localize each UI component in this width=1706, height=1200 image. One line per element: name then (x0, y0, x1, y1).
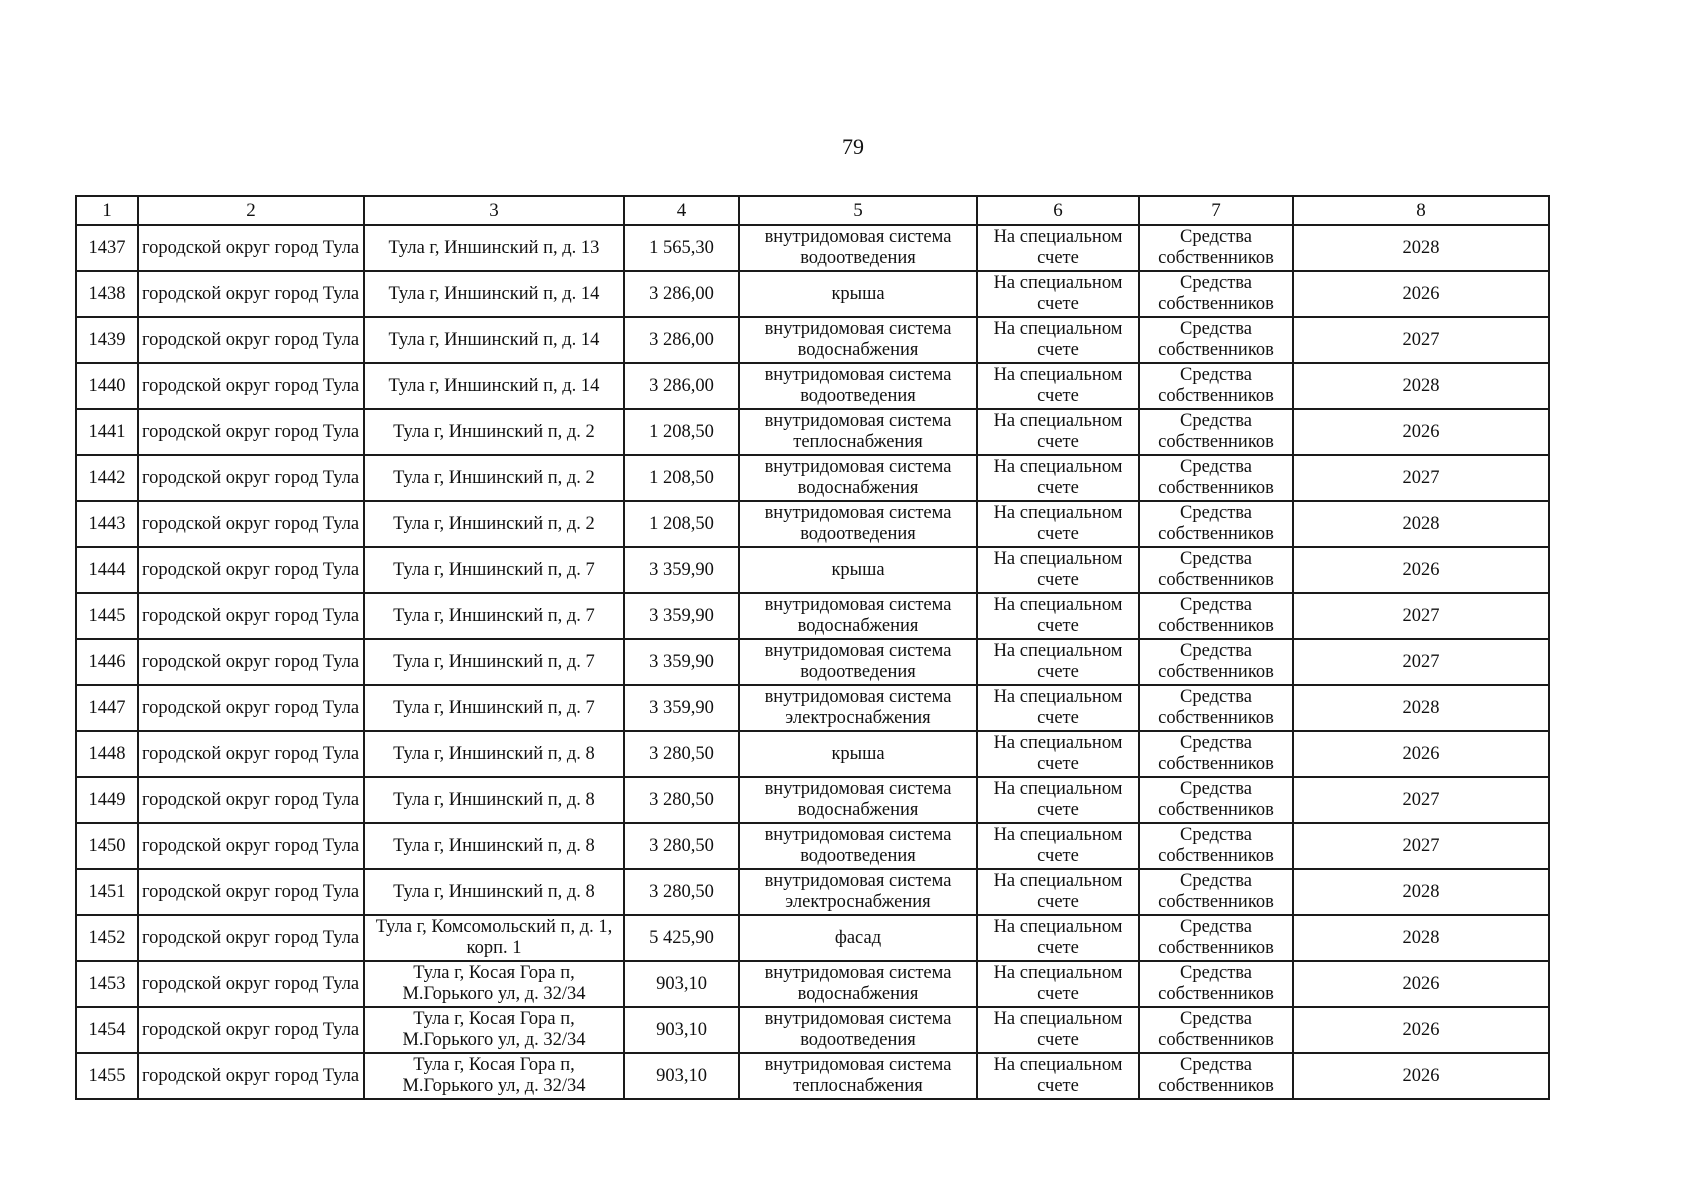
area-cell: 1 565,30 (624, 225, 739, 271)
account-method-cell: На специальном счете (977, 639, 1139, 685)
area-cell: 5 425,90 (624, 915, 739, 961)
municipality-cell: городской округ город Тула (138, 961, 364, 1007)
funding-source-cell: Средства собственников (1139, 915, 1293, 961)
funding-source-cell: Средства собственников (1139, 409, 1293, 455)
area-cell: 3 280,50 (624, 777, 739, 823)
address-cell: Тула г, Косая Гора п, М.Горького ул, д. 32/34 (364, 1053, 624, 1099)
municipality-cell: городской округ город Тула (138, 271, 364, 317)
year-cell: 2026 (1293, 961, 1549, 1007)
table-row (76, 639, 1549, 685)
work-type-cell: крыша (739, 271, 977, 317)
year-cell: 2027 (1293, 593, 1549, 639)
row-number-cell: 1448 (76, 731, 138, 777)
work-type-cell: внутридомовая система теплоснабжения (739, 409, 977, 455)
municipality-cell: городской округ город Тула (138, 777, 364, 823)
area-cell: 903,10 (624, 1007, 739, 1053)
column-header-6: 6 (977, 196, 1139, 225)
account-method-cell: На специальном счете (977, 961, 1139, 1007)
table-row (76, 455, 1549, 501)
year-cell: 2028 (1293, 915, 1549, 961)
row-number-cell: 1450 (76, 823, 138, 869)
funding-source-cell: Средства собственников (1139, 547, 1293, 593)
account-method-cell: На специальном счете (977, 869, 1139, 915)
area-cell: 1 208,50 (624, 501, 739, 547)
address-cell: Тула г, Иншинский п, д. 2 (364, 501, 624, 547)
work-type-cell: внутридомовая система водоснабжения (739, 455, 977, 501)
area-cell: 3 359,90 (624, 547, 739, 593)
column-header-8: 8 (1293, 196, 1549, 225)
municipality-cell: городской округ город Тула (138, 455, 364, 501)
header-row (76, 196, 1549, 225)
table-row (76, 823, 1549, 869)
table-row (76, 409, 1549, 455)
municipality-cell: городской округ город Тула (138, 823, 364, 869)
funding-source-cell: Средства собственников (1139, 271, 1293, 317)
municipality-cell: городской округ город Тула (138, 915, 364, 961)
table-row (76, 593, 1549, 639)
work-type-cell: внутридомовая система водоотведения (739, 639, 977, 685)
year-cell: 2026 (1293, 409, 1549, 455)
year-cell: 2027 (1293, 823, 1549, 869)
year-cell: 2027 (1293, 777, 1549, 823)
address-cell: Тула г, Иншинский п, д. 13 (364, 225, 624, 271)
year-cell: 2028 (1293, 685, 1549, 731)
table-row (76, 731, 1549, 777)
page-number: 79 (842, 134, 864, 159)
row-number-cell: 1446 (76, 639, 138, 685)
address-cell: Тула г, Косая Гора п, М.Горького ул, д. 32/34 (364, 1007, 624, 1053)
work-type-cell: внутридомовая система водоотведения (739, 363, 977, 409)
work-type-cell: внутридомовая система водоотведения (739, 225, 977, 271)
repair-program-table (75, 195, 1550, 1100)
table-row (76, 869, 1549, 915)
year-cell: 2026 (1293, 547, 1549, 593)
municipality-cell: городской округ город Тула (138, 731, 364, 777)
municipality-cell: городской округ город Тула (138, 685, 364, 731)
municipality-cell: городской округ город Тула (138, 1007, 364, 1053)
repair-program-table-container (75, 195, 1548, 1100)
funding-source-cell: Средства собственников (1139, 455, 1293, 501)
row-number-cell: 1449 (76, 777, 138, 823)
column-header-4: 4 (624, 196, 739, 225)
account-method-cell: На специальном счете (977, 777, 1139, 823)
funding-source-cell: Средства собственников (1139, 501, 1293, 547)
area-cell: 3 286,00 (624, 363, 739, 409)
year-cell: 2027 (1293, 317, 1549, 363)
funding-source-cell: Средства собственников (1139, 363, 1293, 409)
table-row (76, 1007, 1549, 1053)
row-number-cell: 1455 (76, 1053, 138, 1099)
area-cell: 3 280,50 (624, 869, 739, 915)
area-cell: 3 286,00 (624, 317, 739, 363)
area-cell: 3 280,50 (624, 823, 739, 869)
column-header-3: 3 (364, 196, 624, 225)
year-cell: 2028 (1293, 363, 1549, 409)
account-method-cell: На специальном счете (977, 685, 1139, 731)
work-type-cell: внутридомовая система электроснабжения (739, 685, 977, 731)
address-cell: Тула г, Иншинский п, д. 2 (364, 409, 624, 455)
municipality-cell: городской округ город Тула (138, 363, 364, 409)
account-method-cell: На специальном счете (977, 363, 1139, 409)
account-method-cell: На специальном счете (977, 455, 1139, 501)
column-header-1: 1 (76, 196, 138, 225)
municipality-cell: городской округ город Тула (138, 593, 364, 639)
row-number-cell: 1454 (76, 1007, 138, 1053)
area-cell: 3 359,90 (624, 593, 739, 639)
account-method-cell: На специальном счете (977, 501, 1139, 547)
work-type-cell: внутридомовая система водоснабжения (739, 777, 977, 823)
year-cell: 2026 (1293, 271, 1549, 317)
account-method-cell: На специальном счете (977, 1053, 1139, 1099)
table-row (76, 271, 1549, 317)
account-method-cell: На специальном счете (977, 915, 1139, 961)
table-row (76, 225, 1549, 271)
address-cell: Тула г, Иншинский п, д. 14 (364, 363, 624, 409)
work-type-cell: внутридомовая система водоотведения (739, 823, 977, 869)
address-cell: Тула г, Иншинский п, д. 14 (364, 317, 624, 363)
account-method-cell: На специальном счете (977, 731, 1139, 777)
address-cell: Тула г, Иншинский п, д. 14 (364, 271, 624, 317)
area-cell: 3 280,50 (624, 731, 739, 777)
area-cell: 1 208,50 (624, 409, 739, 455)
funding-source-cell: Средства собственников (1139, 639, 1293, 685)
year-cell: 2028 (1293, 501, 1549, 547)
funding-source-cell: Средства собственников (1139, 225, 1293, 271)
account-method-cell: На специальном счете (977, 409, 1139, 455)
address-cell: Тула г, Косая Гора п, М.Горького ул, д. 32/34 (364, 961, 624, 1007)
funding-source-cell: Средства собственников (1139, 777, 1293, 823)
row-number-cell: 1441 (76, 409, 138, 455)
funding-source-cell: Средства собственников (1139, 869, 1293, 915)
work-type-cell: внутридомовая система водоотведения (739, 501, 977, 547)
funding-source-cell: Средства собственников (1139, 317, 1293, 363)
table-row (76, 363, 1549, 409)
area-cell: 3 359,90 (624, 639, 739, 685)
area-cell: 903,10 (624, 1053, 739, 1099)
work-type-cell: внутридомовая система водоотведения (739, 1007, 977, 1053)
municipality-cell: городской округ город Тула (138, 1053, 364, 1099)
column-header-7: 7 (1139, 196, 1293, 225)
work-type-cell: внутридомовая система водоснабжения (739, 593, 977, 639)
address-cell: Тула г, Иншинский п, д. 7 (364, 685, 624, 731)
area-cell: 3 286,00 (624, 271, 739, 317)
row-number-cell: 1444 (76, 547, 138, 593)
funding-source-cell: Средства собственников (1139, 961, 1293, 1007)
table-row (76, 501, 1549, 547)
table-row (76, 317, 1549, 363)
work-type-cell: внутридомовая система электроснабжения (739, 869, 977, 915)
address-cell: Тула г, Иншинский п, д. 7 (364, 593, 624, 639)
table-row (76, 777, 1549, 823)
row-number-cell: 1453 (76, 961, 138, 1007)
address-cell: Тула г, Иншинский п, д. 7 (364, 639, 624, 685)
municipality-cell: городской округ город Тула (138, 501, 364, 547)
work-type-cell: крыша (739, 731, 977, 777)
year-cell: 2027 (1293, 639, 1549, 685)
row-number-cell: 1440 (76, 363, 138, 409)
area-cell: 1 208,50 (624, 455, 739, 501)
row-number-cell: 1439 (76, 317, 138, 363)
funding-source-cell: Средства собственников (1139, 731, 1293, 777)
table-row (76, 961, 1549, 1007)
municipality-cell: городской округ город Тула (138, 869, 364, 915)
year-cell: 2026 (1293, 1007, 1549, 1053)
table-row (76, 1053, 1549, 1099)
address-cell: Тула г, Иншинский п, д. 7 (364, 547, 624, 593)
work-type-cell: внутридомовая система теплоснабжения (739, 1053, 977, 1099)
account-method-cell: На специальном счете (977, 593, 1139, 639)
account-method-cell: На специальном счете (977, 547, 1139, 593)
table-row (76, 685, 1549, 731)
year-cell: 2026 (1293, 1053, 1549, 1099)
address-cell: Тула г, Комсомольский п, д. 1, корп. 1 (364, 915, 624, 961)
funding-source-cell: Средства собственников (1139, 1007, 1293, 1053)
address-cell: Тула г, Иншинский п, д. 8 (364, 869, 624, 915)
address-cell: Тула г, Иншинский п, д. 8 (364, 731, 624, 777)
funding-source-cell: Средства собственников (1139, 1053, 1293, 1099)
municipality-cell: городской округ город Тула (138, 317, 364, 363)
row-number-cell: 1442 (76, 455, 138, 501)
table-row (76, 547, 1549, 593)
area-cell: 903,10 (624, 961, 739, 1007)
row-number-cell: 1437 (76, 225, 138, 271)
work-type-cell: внутридомовая система водоснабжения (739, 317, 977, 363)
column-header-5: 5 (739, 196, 977, 225)
funding-source-cell: Средства собственников (1139, 685, 1293, 731)
account-method-cell: На специальном счете (977, 225, 1139, 271)
row-number-cell: 1438 (76, 271, 138, 317)
address-cell: Тула г, Иншинский п, д. 2 (364, 455, 624, 501)
table-body (76, 225, 1549, 1099)
account-method-cell: На специальном счете (977, 317, 1139, 363)
funding-source-cell: Средства собственников (1139, 823, 1293, 869)
column-header-2: 2 (138, 196, 364, 225)
row-number-cell: 1445 (76, 593, 138, 639)
year-cell: 2028 (1293, 869, 1549, 915)
account-method-cell: На специальном счете (977, 1007, 1139, 1053)
account-method-cell: На специальном счете (977, 823, 1139, 869)
account-method-cell: На специальном счете (977, 271, 1139, 317)
work-type-cell: крыша (739, 547, 977, 593)
municipality-cell: городской округ город Тула (138, 225, 364, 271)
year-cell: 2026 (1293, 731, 1549, 777)
row-number-cell: 1452 (76, 915, 138, 961)
work-type-cell: внутридомовая система водоснабжения (739, 961, 977, 1007)
municipality-cell: городской округ город Тула (138, 547, 364, 593)
municipality-cell: городской округ город Тула (138, 639, 364, 685)
area-cell: 3 359,90 (624, 685, 739, 731)
municipality-cell: городской округ город Тула (138, 409, 364, 455)
work-type-cell: фасад (739, 915, 977, 961)
address-cell: Тула г, Иншинский п, д. 8 (364, 823, 624, 869)
funding-source-cell: Средства собственников (1139, 593, 1293, 639)
year-cell: 2027 (1293, 455, 1549, 501)
address-cell: Тула г, Иншинский п, д. 8 (364, 777, 624, 823)
row-number-cell: 1443 (76, 501, 138, 547)
table-row (76, 915, 1549, 961)
year-cell: 2028 (1293, 225, 1549, 271)
row-number-cell: 1447 (76, 685, 138, 731)
row-number-cell: 1451 (76, 869, 138, 915)
